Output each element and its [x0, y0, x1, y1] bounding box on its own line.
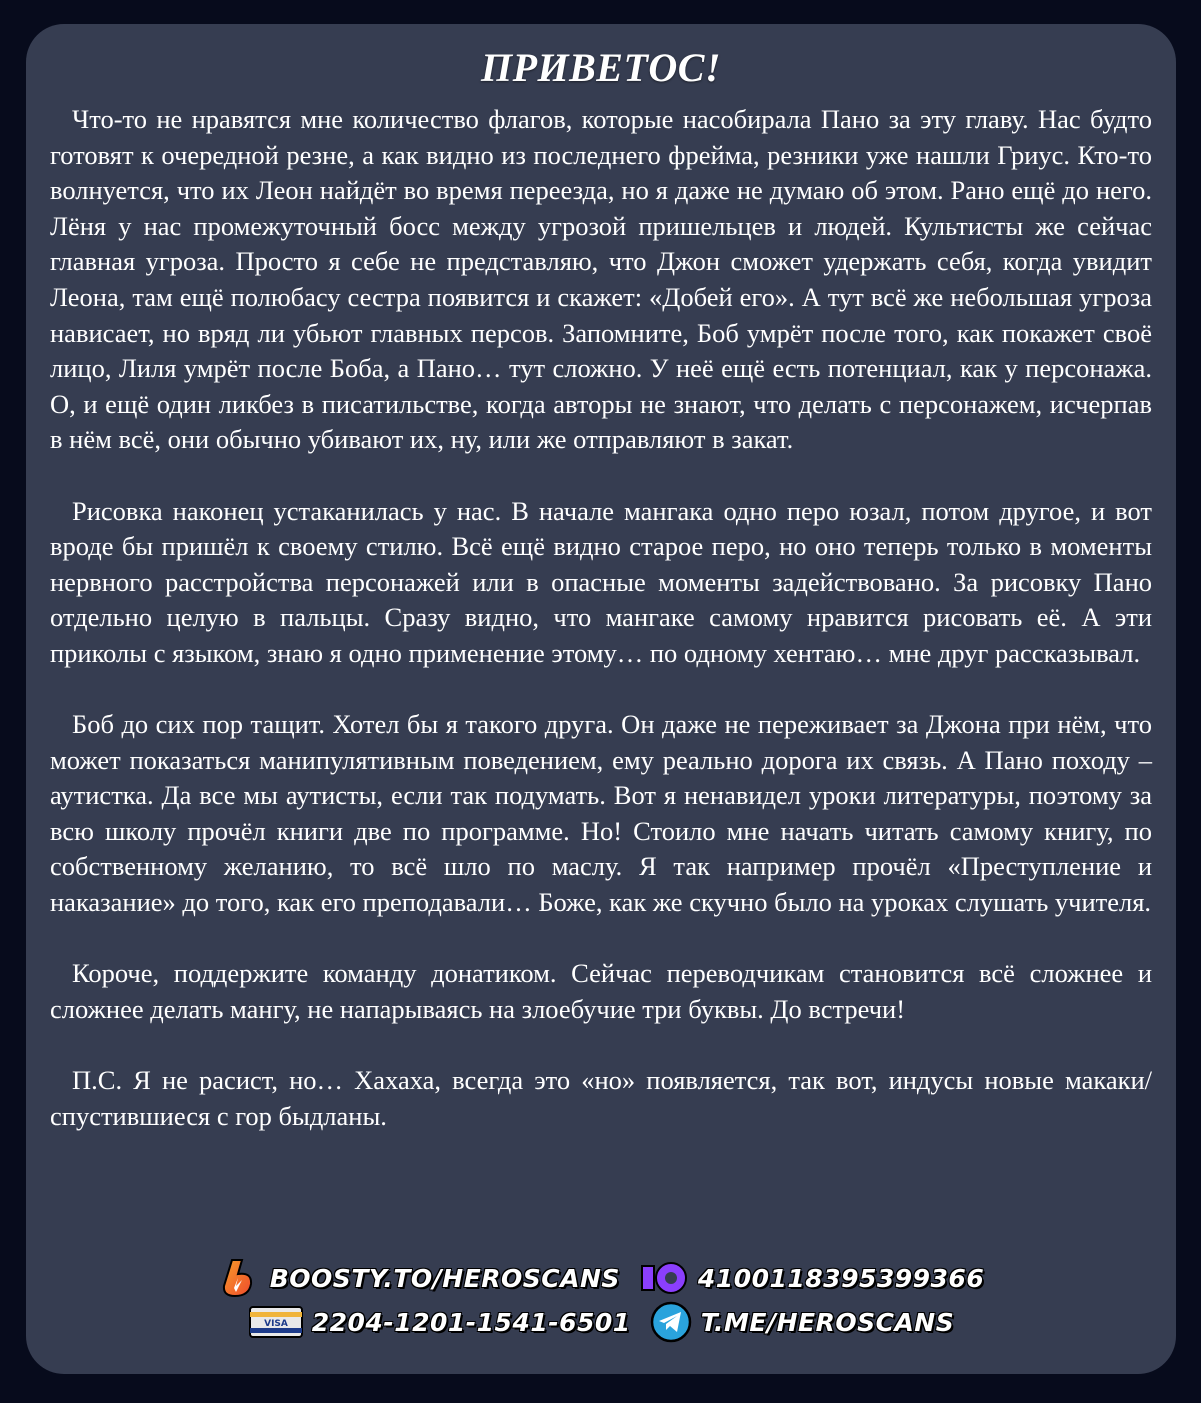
paragraph-5: П.С. Я не расист, но… Хахаха, всегда это «но» появляется, так вот, индусы новые макаки/спустившиеся с гор быдланы. [50, 1065, 1152, 1131]
card-link-text: 2204-1201-1541-6501 [311, 1307, 631, 1337]
telegram-link[interactable] [649, 1300, 955, 1344]
donation-links [26, 1259, 1176, 1347]
paragraph-2: Рисовка наконец устаканилась у нас. В начале мангака одно перо юзал, потом другое, и вот вроде бы пришёл к своему стилю. Всё ещё видно старое перо, но оно теперь только в моменты нервного расстройства персонажей или в опасные моменты задействовано. За рисовку Пано отдельно целую в пальцы. Сразу видно, что мангаке самому нравится рисовать её. А эти приколы с языком, знаю я одно применение этому… по одному хентаю… мне друг рассказывал. [50, 495, 1152, 668]
links-row-1 [26, 1259, 1176, 1297]
card-link[interactable] [248, 1304, 631, 1340]
boosty-link-text: BOOSTY.TO/HEROSCANS [269, 1263, 620, 1293]
boosty-icon [218, 1258, 262, 1298]
yoomoney-link[interactable] [638, 1260, 984, 1296]
notice-panel [26, 24, 1176, 1374]
visa-card-icon [248, 1304, 304, 1340]
yoomoney-link-text: 4100118395399366 [697, 1263, 985, 1293]
telegram-link-text: T.ME/HEROSCANS [700, 1307, 955, 1337]
links-row-2 [26, 1303, 1176, 1341]
paragraph-3: Боб до сих пор тащит. Хотел бы я такого друга. Он даже не переживает за Джона при нём, что может показаться манипулятивным поведением, ему реально дорога их связь. А Пано походу – аутистка. Да все мы аутисты, если так подумать. Вот я ненавидел уроки литературы, поэтому за всю школу прочёл книги две по программе. Но! Стоило мне начать читать самому книгу, по собственному желанию, то всё шло по маслу. Я так например прочёл «Преступление и наказание» до того, как его преподавали… Боже, как же скучно было на уроках слушать учителя. [50, 709, 1152, 918]
page-title: ПРИВЕТОС! [480, 45, 722, 90]
yoomoney-icon [638, 1260, 690, 1296]
visa-badge-text: VISA [263, 1319, 288, 1329]
telegram-icon [649, 1300, 693, 1344]
boosty-link[interactable] [218, 1258, 620, 1298]
paragraph-1: Что-то не нравятся мне количество флагов, которые насобирала Пано за эту главу. Нас будто готовят к очередной резне, а как видно из последнего фрейма, резники уже нашли Гриус. Кто-то волнуется, что их Леон найдёт во время переезда, но я даже не думаю об этом. Рано ещё до него. Лёня у нас промежуточный босс между угрозой пришельцев и людей. Культисты же сейчас главная угроза. Просто я себе не представляю, что Джон сможет удержать себя, когда увидит Леона, там ещё полюбасу сестра появится и скажет: «Добей его». А тут всё же небольшая угроза нависает, но вряд ли убьют главных персов. Запомните, Боб умрёт после того, как покажет своё лицо, Лиля умрёт после Боба, а Пано… тут сложно. У неё ещё есть потенциал, как у персонажа. О, и ещё один ликбез в писатильстве, когда авторы не знают, что делать с персонажем, исчерпав в нём всё, они обычно убивают их, ну, или же отправляют в закат. [50, 104, 1152, 455]
paragraph-4: Короче, поддержите команду донатиком. Сейчас переводчикам становится всё сложнее и сложнее делать мангу, не напарываясь на злоебучие три буквы. До встречи! [50, 958, 1152, 1024]
